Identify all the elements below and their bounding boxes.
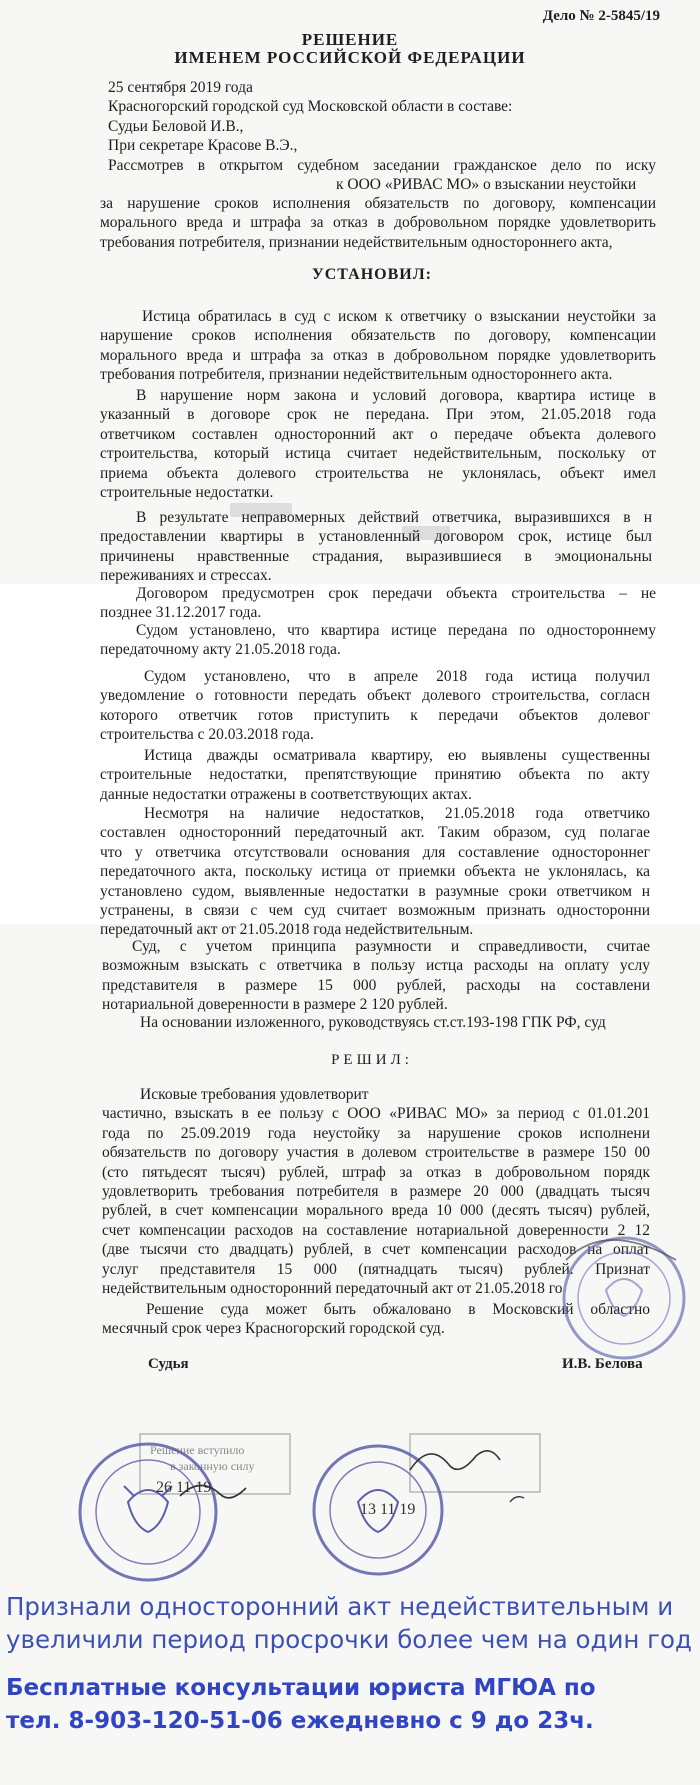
intro-line: морального вреда и штрафа за отказ в добровольном порядке удовлетворить [100, 214, 656, 232]
entry-stamp-line1: Решение вступило [150, 1443, 245, 1457]
decision-first-line: Исковые требования удовлетворит [140, 1086, 369, 1103]
intro-line: требования потребителя, признании недействительным одностороннего акта, [100, 233, 613, 251]
paragraph-line: морального вреда и штрафа за отказ в добровольном порядке удовлетворить [100, 346, 656, 364]
paragraph-line: строительные недостатки, препятствующие принятию объекта по акту [100, 766, 650, 784]
paragraph-line: На основании изложенного, руководствуясь ст.ст.193-198 ГПК РФ, суд [140, 1014, 606, 1031]
paragraph [100, 386, 656, 502]
intro-line: Рассмотрев в открытом судебном заседании гражданское дело по иску [108, 156, 656, 174]
case-number: Дело № 2-5845/19 [542, 8, 660, 24]
paragraph-line: месячный срок через Красногорский городской суд. [102, 1320, 445, 1338]
entry-stamp-line2: в законную силу [170, 1459, 255, 1473]
caption-line: увеличили период просрочки более чем на один год [6, 1625, 692, 1654]
document-subtitle: ИМЕНЕМ РОССИЙСКОЙ ФЕДЕРАЦИИ [174, 48, 526, 67]
promo-line: тел. 8-903-120-51-06 ежедневно с 9 до 23ч. [6, 1708, 594, 1734]
paragraph [102, 937, 650, 1015]
paragraph-line: что у ответчика отсутствовали основания для составление одностороннег [100, 843, 650, 861]
paragraph-line: позднее 31.12.2017 года. [100, 604, 262, 622]
caption-block [6, 1590, 696, 1656]
paragraph-line: требования потребителя, признании недействительным одностороннего акта. [100, 366, 613, 384]
handwritten-date-left: 26 11 19 [156, 1479, 212, 1496]
paragraph-line: возможным взыскать с ответчика в пользу истца расходы на оплату услу [102, 957, 650, 975]
intro-secretary: При секретаре Красове В.Э., [108, 137, 298, 155]
paragraph-line: строительства, который истица считает недействительным, поскольку от [100, 445, 656, 463]
paragraph-line: (сто пятьдесят тысяч) рублей, штраф за отказ в добровольном порядк [102, 1163, 650, 1181]
paragraph-line: Суд, с учетом принципа разумности и справедливости, считае [132, 938, 650, 955]
paragraph-line: уведомление о готовности передать объект долевого строительства, согласн [100, 687, 650, 705]
paragraph-line: Истица дважды осматривала квартиру, ею выявлены существенны [144, 747, 650, 764]
paragraph-line: передаточный акт от 21.05.2018 года недействительным. [100, 921, 474, 939]
paragraph-line: установлено судом, выявленные недостатки в разумные сроки ответчиком н [100, 882, 650, 900]
court-seal-right-icon [300, 1422, 560, 1592]
intro-block [108, 78, 656, 194]
paragraph-line: Судом установлено, что в апреле 2018 года истица получил [144, 668, 650, 685]
promo-line: Бесплатные консультации юриста МГЮА по [6, 1675, 596, 1701]
caption-line: Признали односторонний акт недействительным и [6, 1592, 674, 1621]
intro-line: к ООО «РИВАС МО» о взыскании неустойки [336, 176, 637, 194]
paragraph-line: нотариальной доверенности в размере 2 120 рублей. [102, 996, 448, 1014]
paragraph [100, 804, 650, 940]
paragraph [100, 746, 650, 804]
paragraph-line: нарушение сроков исполнения обязательств по договору, компенсации [100, 327, 656, 345]
paragraph [100, 667, 650, 745]
document-title: РЕШЕНИЕ [301, 30, 399, 49]
paragraph-line: Несмотря на наличие недостатков, 21.05.2018 года ответчико [144, 805, 650, 822]
paragraph-line: В результате неправомерных действий ответчика, выразившихся в н [136, 509, 652, 526]
paragraph-line: строительства с 20.03.2018 года. [100, 726, 314, 744]
paragraph-line: устранены, в связи с чем суд считает возможным признать односторонни [100, 902, 650, 920]
paragraph [100, 621, 656, 660]
paragraph [140, 1013, 652, 1032]
paragraph-line: Договором предусмотрен срок передачи объекта строительства – не [136, 585, 656, 602]
paragraph-line: передаточному акту 21.05.2018 года. [100, 641, 341, 659]
paragraph [100, 508, 652, 586]
paragraph-line: обязательств по договору участия в долевом строительстве в размере 150 00 [102, 1144, 650, 1162]
paragraph-line: указанный в договоре срок не передана. При этом, 21.05.2018 года [100, 406, 656, 424]
paragraph-line: (две тысячи сто двадцать) рублей, в счет компенсации расходов на оплат [102, 1241, 650, 1259]
promo-block [6, 1672, 696, 1738]
established-heading: УСТАНОВИЛ: [312, 266, 432, 283]
paragraph-line: услуг представителя 15 000 (пятнадцать тысяч) рублей. Признат [102, 1260, 650, 1278]
paragraph [100, 584, 656, 623]
judge-name: И.В. Белова [562, 1356, 643, 1372]
paragraph-line: данные недостатки отражены в соответствующих актах. [100, 785, 472, 803]
paragraph-line: передаточного акта, поскольку истица от приемки объекта не уклонялась, ка [100, 863, 650, 881]
paragraph-line: составлен односторонний передаточный акт. Таким образом, суд полагае [100, 824, 650, 842]
paragraph-line: строительные недостатки. [100, 484, 274, 502]
paragraph-line: В нарушение норм закона и условий договора, квартира истице в [136, 387, 656, 404]
paragraph-line: года по 25.09.2019 года неустойку за нарушение сроков исполнени [102, 1124, 650, 1142]
paragraph-line: приема объекта долевого строительства не уклонялась, объект имел [100, 464, 656, 482]
paragraph-line: недействительным односторонний передаточный акт от 21.05.2018 го [102, 1280, 563, 1298]
intro-judge: Судьи Беловой И.В., [108, 117, 244, 135]
paragraph-line: рублей, в счет компенсации морального вреда 10 000 (десять тысяч) рублей, [102, 1202, 650, 1220]
paragraph-line: предоставлении квартиры в установленный договором срок, истице был [100, 528, 652, 546]
paragraph-line: счет компенсации расходов на составление нотариальной доверенности 2 12 [102, 1221, 650, 1239]
intro-line: за нарушение сроков исполнения обязательств по договору, компенсации [100, 195, 656, 212]
paragraph-line: Судом установлено, что квартира истице передана по одностороннему [136, 622, 656, 639]
paragraph-line: Истица обратилась в суд с иском к ответчику о взыскании неустойки за [142, 308, 656, 325]
intro-date: 25 сентября 2019 года [108, 79, 253, 96]
decided-heading: РЕШИЛ: [331, 1052, 413, 1068]
paragraph-line [102, 1085, 650, 1104]
paragraph [100, 307, 656, 385]
court-seal-icon [546, 1230, 696, 1370]
intro-block-2 [100, 194, 656, 252]
paragraph-line: представителя в размере 15 000 рублей, расходы на составлени [102, 976, 650, 994]
intro-court: Красногорский городской суд Московской области в составе: [108, 98, 513, 116]
court-seal-left-icon [70, 1422, 310, 1592]
paragraph-line: удовлетворить требования потребителя в размере 20 000 (двадцать тысяч [102, 1183, 650, 1201]
paragraph-line: ответчиком составлен односторонний акт о передаче объекта долевого [100, 425, 656, 443]
judge-label: Судья [148, 1356, 189, 1372]
paragraph-line: переживаниях и стрессах. [100, 567, 272, 585]
paragraph-line: Решение суда может быть обжаловано в Московский областно [146, 1301, 650, 1318]
handwritten-date-right: 13 11 19 [360, 1501, 416, 1518]
paragraph-line: которого ответчик готов приступить к передачи объектов долевог [100, 706, 650, 724]
paragraph-line: частично, взыскать в ее пользу с ООО «РИВАС МО» за период с 01.01.201 [102, 1105, 650, 1123]
paragraph-line: причинены нравственные страдания, выразившиеся в эмоциональны [100, 547, 652, 565]
